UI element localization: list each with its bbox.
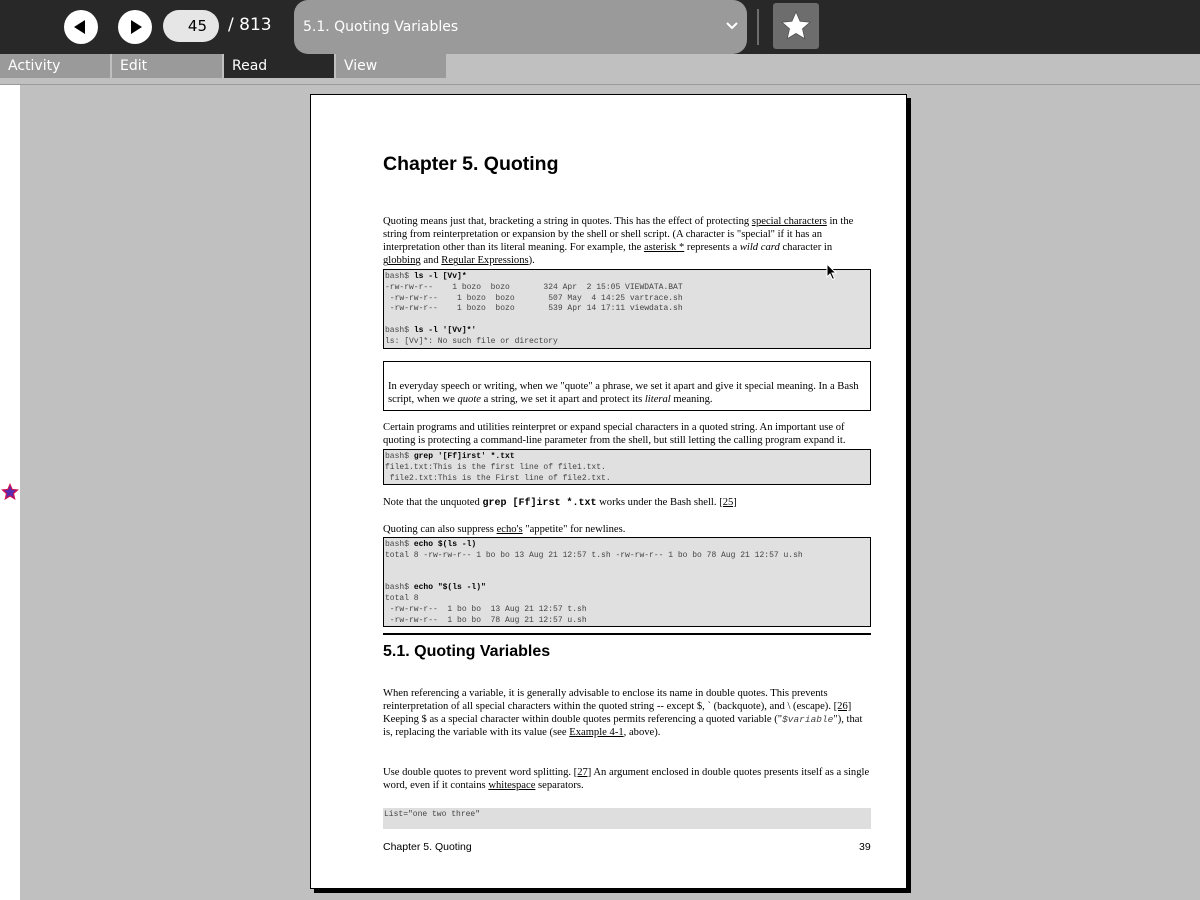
mouse-cursor-icon bbox=[826, 263, 838, 281]
bookmark-star-icon[interactable] bbox=[1, 483, 19, 501]
paragraph-text: "), that is, replacing the variable with its value (see bbox=[383, 714, 863, 739]
intro-paragraph bbox=[383, 215, 871, 268]
echo-text: Quoting can also suppress bbox=[383, 523, 497, 535]
regular-expressions-link[interactable]: Regular Expressions bbox=[441, 255, 529, 267]
chapter-select[interactable] bbox=[294, 0, 747, 54]
page-number-input[interactable] bbox=[163, 10, 219, 42]
tab-edit[interactable]: Edit bbox=[112, 54, 222, 78]
command-output: file1.txt:This is the first line of file1.txt. file2.txt:This is the First line of file2.txt. bbox=[385, 462, 611, 483]
sidebar-note-box bbox=[383, 361, 871, 411]
page-total: / 813 bbox=[228, 15, 272, 35]
previous-page-button[interactable] bbox=[64, 10, 98, 44]
toolbar-separator bbox=[757, 9, 759, 45]
inline-code: grep [Ff]irst *.txt bbox=[482, 497, 597, 509]
quoting-variables-paragraph bbox=[383, 687, 871, 740]
bookmark-button[interactable] bbox=[773, 3, 819, 49]
note-paragraph bbox=[383, 496, 871, 510]
code-block-ls bbox=[383, 269, 871, 349]
shell-prompt: bash$ bbox=[385, 325, 414, 335]
echo-text: "appetite" for newlines. bbox=[522, 523, 626, 535]
command-output: ls: [Vv]*: No such file or directory bbox=[385, 336, 558, 346]
code-block-grep bbox=[383, 449, 871, 485]
note-text: works under the Bash shell. bbox=[596, 496, 720, 508]
intro-text: Quoting means just that, bracketing a string in quotes. This has the effect of protecting bbox=[383, 215, 752, 227]
section-title: 5.1. Quoting Variables bbox=[383, 643, 551, 660]
chapter-title: Chapter 5. Quoting bbox=[383, 153, 559, 175]
command-output: total 8 -rw-rw-r-- 1 bo bo 13 Aug 21 12:57 t.sh -rw-rw-r-- 1 bo bo 78 Aug 21 12:57 u.sh bbox=[385, 550, 803, 560]
chevron-down-icon bbox=[725, 19, 739, 33]
arrow-left-icon bbox=[64, 10, 98, 44]
shell-prompt: bash$ bbox=[385, 272, 414, 281]
command-text: grep '[Ff]irst' *.txt bbox=[413, 452, 515, 461]
paragraph-text: When referencing a variable, it is generally advisable to enclose its name in double quotes. This prevents reinterpretation of all special characters within the quoted string -- except $, ` (backquote), and \ (escape). bbox=[383, 687, 834, 712]
section-divider bbox=[383, 633, 871, 635]
wild-card-emphasis: wild card bbox=[739, 242, 780, 254]
command-text: echo "$(ls -l)" bbox=[413, 583, 486, 593]
paragraph-text: Use double quotes to prevent word splitting. bbox=[383, 766, 574, 778]
toolbar bbox=[0, 0, 1200, 54]
tab-view[interactable]: View bbox=[336, 54, 446, 78]
shell-prompt: bash$ bbox=[385, 540, 414, 549]
echo-paragraph bbox=[383, 523, 871, 536]
paragraph-text: Keeping $ as a special character within double quotes permits referencing a quoted variable (" bbox=[383, 714, 783, 726]
echo-link[interactable]: echo's bbox=[496, 523, 523, 535]
whitespace-link[interactable]: whitespace bbox=[488, 779, 536, 791]
special-characters-link[interactable]: special characters bbox=[751, 215, 827, 227]
word-splitting-paragraph bbox=[383, 766, 871, 793]
tab-bar bbox=[0, 54, 1200, 85]
note-text: a string, we set it apart and protect its bbox=[480, 394, 645, 406]
arrow-right-icon bbox=[118, 10, 152, 44]
footnote-26-link[interactable]: [26] bbox=[833, 700, 852, 712]
code-block-echo bbox=[383, 537, 871, 627]
shell-prompt: bash$ bbox=[385, 452, 414, 461]
document-page bbox=[310, 94, 907, 889]
page-footer-number: 39 bbox=[859, 841, 871, 853]
star-icon bbox=[779, 9, 813, 43]
command-text: ls -l '[Vv]*' bbox=[413, 325, 477, 335]
chapter-select-value: 5.1. Quoting Variables bbox=[303, 19, 459, 35]
programs-paragraph: Certain programs and utilities reinterpret or expand special characters in a quoted string. An important use of quoting is protecting a command-line parameter from the shell, but still letting the calling program expand it. bbox=[383, 421, 846, 446]
page-footer-chapter: Chapter 5. Quoting bbox=[383, 841, 472, 853]
globbing-link[interactable]: globbing bbox=[383, 255, 421, 267]
note-text: meaning. bbox=[670, 394, 713, 406]
example-4-1-link[interactable]: Example 4-1 bbox=[569, 727, 624, 739]
intro-text: represents a bbox=[684, 242, 740, 254]
code-block-list: List="one two three" bbox=[383, 808, 871, 829]
next-page-button[interactable] bbox=[118, 10, 152, 44]
command-output: -rw-rw-r-- 1 bozo bozo 324 Apr 2 15:05 VIEWDATA.BAT -rw-rw-r-- 1 bozo bozo 507 May 4 14:25 vartrace.sh -rw-rw-r-- 1 bozo bozo 539 Apr 14 17:11 viewdata.sh bbox=[385, 282, 683, 314]
command-text: ls -l [Vv]* bbox=[413, 272, 467, 281]
intro-text: in the string from reinterpretation or expansion by the shell or shell script. (A character is "special" if it has an interpretation other than its literal meaning. For example, the bbox=[383, 215, 854, 254]
intro-text: character in bbox=[779, 242, 833, 254]
paragraph-text: An argument enclosed in double quotes presents itself as a single word, even if it contains bbox=[383, 766, 870, 791]
note-text: Note that the unquoted bbox=[383, 496, 483, 508]
footnote-25-link[interactable]: [25] bbox=[719, 496, 737, 508]
inline-variable: $variable bbox=[782, 714, 834, 726]
paragraph-text: , above). bbox=[623, 727, 661, 739]
note-text: In everyday speech or writing, when we "quote" a phrase, we set it apart and give it special meaning. In a Bash script, when we bbox=[388, 381, 859, 406]
footnote-27-link[interactable]: [27] bbox=[573, 766, 592, 778]
command-text: echo $(ls -l) bbox=[413, 540, 477, 549]
left-gutter bbox=[0, 85, 20, 900]
intro-text: ). bbox=[528, 255, 535, 267]
quote-emphasis: quote bbox=[457, 394, 481, 406]
command-output: total 8 -rw-rw-r-- 1 bo bo 13 Aug 21 12:57 t.sh -rw-rw-r-- 1 bo bo 78 Aug 21 12:57 u.sh bbox=[385, 593, 587, 625]
intro-text: and bbox=[420, 255, 442, 267]
shell-prompt: bash$ bbox=[385, 583, 414, 593]
paragraph-text: separators. bbox=[535, 779, 584, 791]
tab-activity[interactable]: Activity bbox=[0, 54, 110, 78]
tab-read[interactable]: Read bbox=[224, 54, 334, 78]
asterisk-link[interactable]: asterisk * bbox=[643, 242, 685, 254]
literal-emphasis: literal bbox=[644, 394, 671, 406]
